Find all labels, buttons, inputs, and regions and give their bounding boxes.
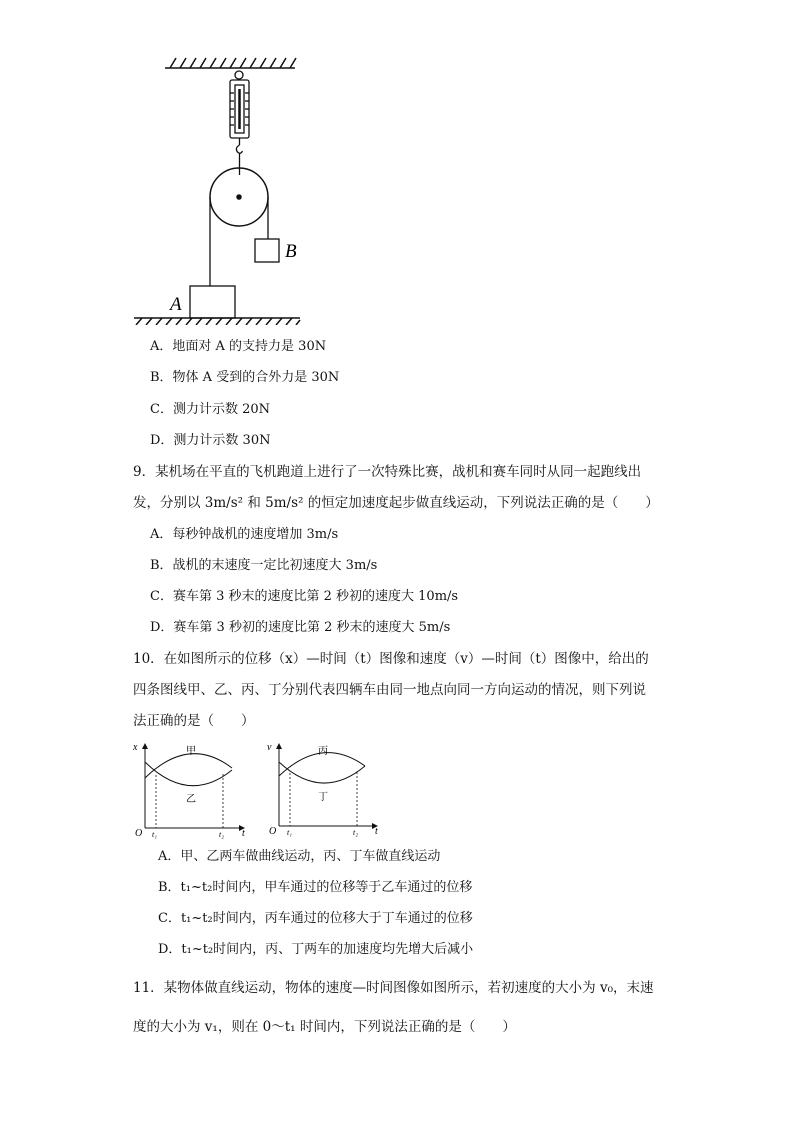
vt-ylabel: v bbox=[267, 742, 272, 753]
q10-option-a: A．甲、乙两车做曲线运动，丙、丁车做直线运动 bbox=[158, 849, 441, 864]
xt-label-jia: 甲 bbox=[186, 746, 196, 757]
q10-stem-line3: 法正确的是（ ） bbox=[133, 713, 255, 729]
q8-option-d: D．测力计示数 30N bbox=[150, 433, 271, 448]
q9-option-d: D．赛车第 3 秒初的速度比第 2 秒末的速度大 5m/s bbox=[150, 620, 451, 635]
q9-option-b: B．战机的末速度一定比初速度大 3m/s bbox=[150, 558, 378, 573]
xt-curve-yi bbox=[145, 762, 232, 786]
q9-stem-line2: 发，分别以 3m/s² 和 5m/s² 的恒定加速度起步做直线运动，下列说法正确的是（ ） bbox=[133, 495, 659, 511]
xt-origin: O bbox=[135, 828, 143, 839]
vt-t2: t₂ bbox=[353, 828, 359, 837]
vt-origin: O bbox=[269, 826, 277, 837]
xt-ylabel: x bbox=[133, 742, 138, 753]
label-a: A bbox=[170, 294, 182, 315]
q10-option-c: C．t₁~t₂时间内，丙车通过的位移大于丁车通过的位移 bbox=[158, 911, 473, 926]
vt-label-ding: 丁 bbox=[318, 792, 328, 803]
xt-xlabel: t bbox=[242, 828, 245, 839]
vt-label-bing: 丙 bbox=[318, 746, 328, 757]
vt-graph bbox=[262, 740, 387, 840]
q10-stem-line2: 四条图线甲、乙、丙、丁分别代表四辆车由同一地点向同一方向运动的情况，则下列说 bbox=[133, 682, 646, 698]
q11-stem-line1: 11．某物体做直线运动，物体的速度—时间图像如图所示，若初速度的大小为 v₀，末速 bbox=[133, 980, 654, 996]
xt-graph bbox=[130, 740, 255, 840]
q8-option-a: A．地面对 A 的支持力是 30N bbox=[150, 339, 327, 354]
block-b bbox=[255, 239, 279, 262]
q10-stem-line1: 10．在如图所示的位移（x）—时间（t）图像和速度（v）—时间（t）图像中，给出的 bbox=[133, 651, 649, 667]
vt-t1: t₁ bbox=[287, 828, 293, 837]
pulley-figure bbox=[130, 55, 305, 325]
label-b: B bbox=[285, 241, 297, 262]
q11-stem-line2: 度的大小为 v₁，则在 0～t₁ 时间内，下列说法正确的是（ ） bbox=[133, 1019, 516, 1035]
ceiling bbox=[165, 58, 296, 68]
xt-curve-jia bbox=[145, 754, 232, 778]
q10-option-b: B．t₁~t₂时间内，甲车通过的位移等于乙车通过的位移 bbox=[158, 880, 473, 895]
xt-label-yi: 乙 bbox=[186, 794, 196, 805]
ground bbox=[134, 318, 300, 325]
q8-option-b: B．物体 A 受到的合外力是 30N bbox=[150, 370, 340, 385]
block-a bbox=[190, 286, 235, 318]
q10-option-d: D．t₁~t₂时间内，丙、丁两车的加速度均先增大后减小 bbox=[158, 942, 474, 957]
q9-option-a: A．每秒钟战机的速度增加 3m/s bbox=[150, 527, 339, 542]
q9-stem-line1: 9．某机场在平直的飞机跑道上进行了一次特殊比赛，战机和赛车同时从同一起跑线出 bbox=[133, 464, 642, 480]
spring-scale bbox=[230, 71, 249, 153]
vt-xlabel: t bbox=[375, 826, 378, 837]
xt-t2: t₂ bbox=[219, 830, 225, 839]
pulley-wheel bbox=[210, 168, 268, 226]
q9-option-c: C．赛车第 3 秒末的速度比第 2 秒初的速度大 10m/s bbox=[150, 589, 459, 604]
xt-t1: t₁ bbox=[152, 830, 158, 839]
q8-option-c: C．测力计示数 20N bbox=[150, 402, 270, 417]
